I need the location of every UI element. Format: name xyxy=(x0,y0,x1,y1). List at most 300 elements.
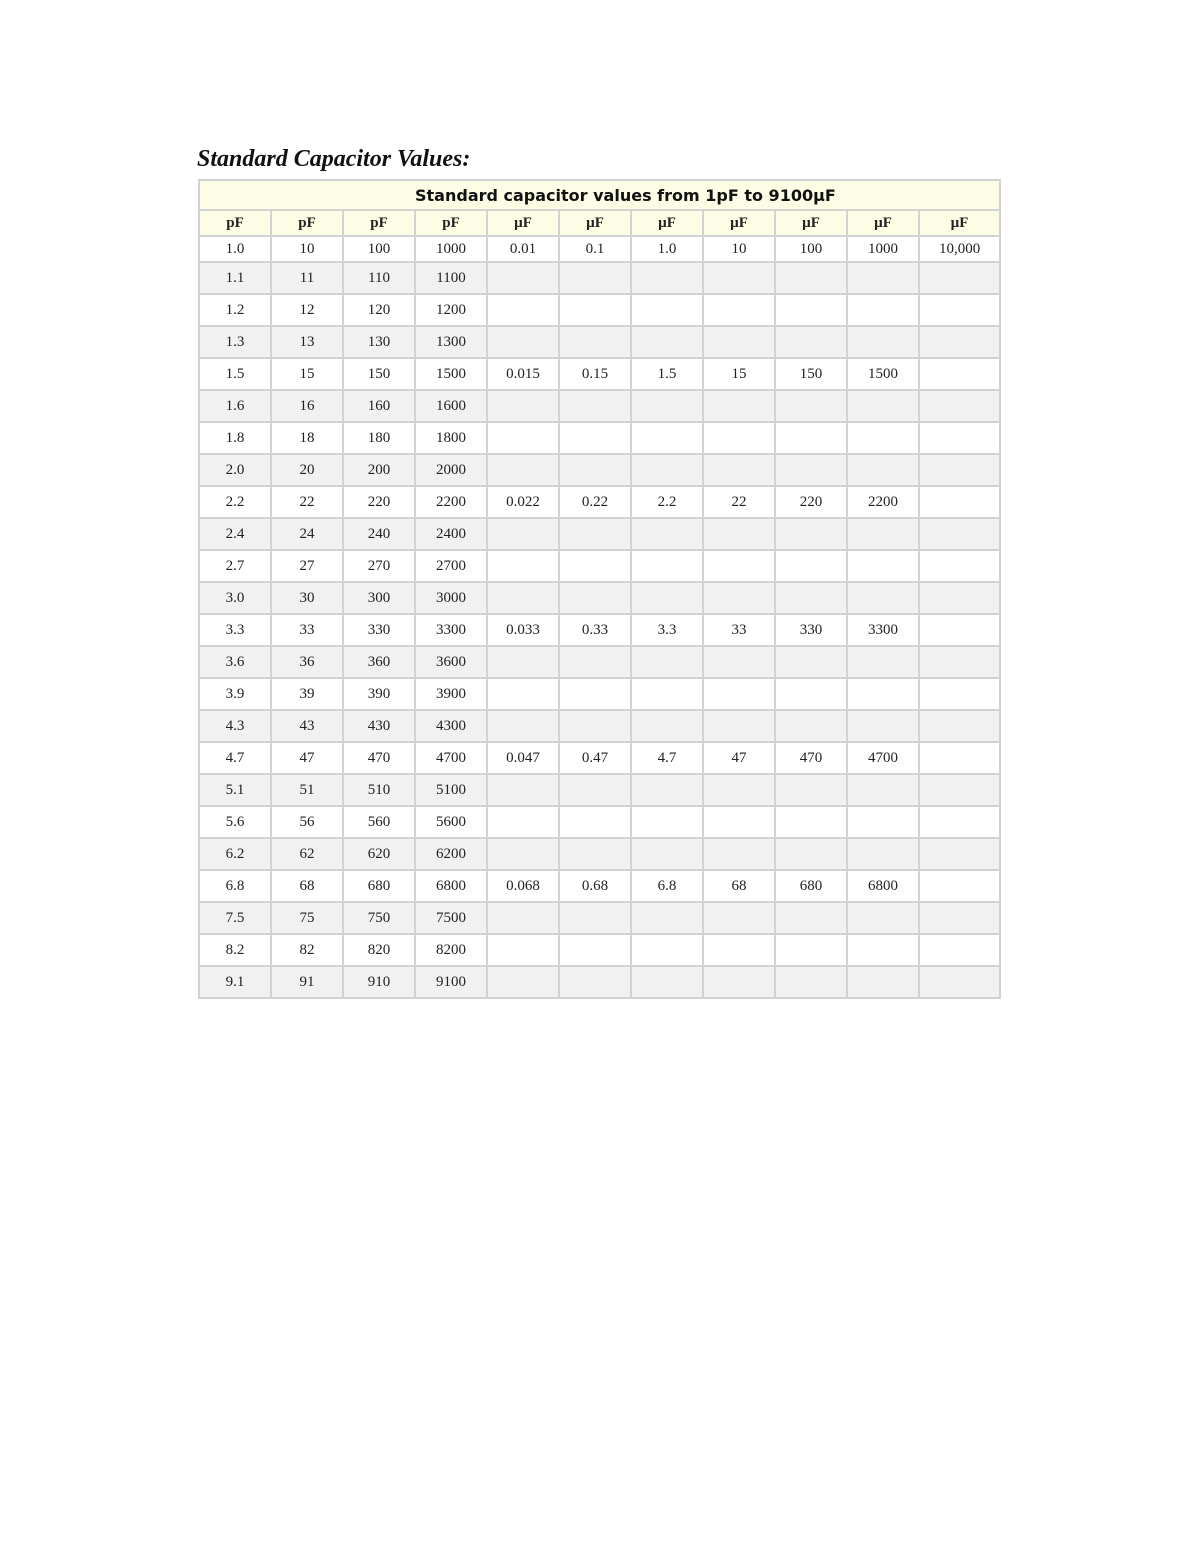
table-cell: 10,000 xyxy=(919,236,1000,262)
unit-header-cell: pF xyxy=(415,210,487,236)
table-cell xyxy=(919,742,1000,774)
unit-header-cell: µF xyxy=(775,210,847,236)
table-row xyxy=(199,710,1000,742)
table-cell: 10 xyxy=(703,236,775,262)
table-cell: 390 xyxy=(343,678,415,710)
table-cell: 2.0 xyxy=(199,454,271,486)
table-cell: 6.2 xyxy=(199,838,271,870)
table-cell: 10 xyxy=(271,236,343,262)
table-row xyxy=(199,236,1000,262)
table-cell: 7500 xyxy=(415,902,487,934)
table-cell: 2.2 xyxy=(199,486,271,518)
table-cell xyxy=(775,326,847,358)
table-cell: 0.1 xyxy=(559,236,631,262)
table-cell: 1600 xyxy=(415,390,487,422)
table-cell xyxy=(631,774,703,806)
table-cell: 240 xyxy=(343,518,415,550)
table-cell: 220 xyxy=(775,486,847,518)
table-cell: 22 xyxy=(703,486,775,518)
table-cell xyxy=(559,966,631,998)
table-row xyxy=(199,326,1000,358)
table-cell: 3.3 xyxy=(631,614,703,646)
table-cell xyxy=(703,550,775,582)
table-cell: 200 xyxy=(343,454,415,486)
table-cell xyxy=(919,358,1000,390)
table-cell: 1.3 xyxy=(199,326,271,358)
table-cell: 2200 xyxy=(415,486,487,518)
table-cell: 620 xyxy=(343,838,415,870)
table-cell xyxy=(487,550,559,582)
table-cell xyxy=(487,678,559,710)
table-cell: 130 xyxy=(343,326,415,358)
table-cell xyxy=(703,966,775,998)
table-cell xyxy=(919,326,1000,358)
table-cell xyxy=(919,422,1000,454)
table-row xyxy=(199,486,1000,518)
table-cell: 1.0 xyxy=(199,236,271,262)
table-cell: 68 xyxy=(703,870,775,902)
table-cell: 51 xyxy=(271,774,343,806)
table-cell: 33 xyxy=(271,614,343,646)
table-cell xyxy=(775,774,847,806)
table-cell xyxy=(703,774,775,806)
table-cell: 3.9 xyxy=(199,678,271,710)
table-cell: 4300 xyxy=(415,710,487,742)
table-cell: 4.7 xyxy=(631,742,703,774)
table-cell xyxy=(487,390,559,422)
unit-header-cell: µF xyxy=(631,210,703,236)
table-cell xyxy=(847,838,919,870)
table-cell xyxy=(847,294,919,326)
table-cell xyxy=(631,838,703,870)
table-cell xyxy=(631,646,703,678)
table-cell xyxy=(487,294,559,326)
table-cell xyxy=(559,294,631,326)
table-cell xyxy=(775,422,847,454)
table-cell xyxy=(703,262,775,294)
table-cell: 160 xyxy=(343,390,415,422)
table-cell xyxy=(847,934,919,966)
table-cell xyxy=(847,326,919,358)
table-cell: 47 xyxy=(271,742,343,774)
table-cell: 24 xyxy=(271,518,343,550)
table-cell: 27 xyxy=(271,550,343,582)
table-cell: 6.8 xyxy=(631,870,703,902)
table-cell xyxy=(703,518,775,550)
table-cell: 3000 xyxy=(415,582,487,614)
table-cell: 4700 xyxy=(415,742,487,774)
table-cell xyxy=(487,902,559,934)
table-cell: 4700 xyxy=(847,742,919,774)
table-row xyxy=(199,966,1000,998)
table-cell xyxy=(847,806,919,838)
table-cell: 1.1 xyxy=(199,262,271,294)
table-cell: 430 xyxy=(343,710,415,742)
table-cell xyxy=(919,486,1000,518)
table-cell xyxy=(631,390,703,422)
table-cell xyxy=(775,934,847,966)
table-cell: 2200 xyxy=(847,486,919,518)
table-row xyxy=(199,742,1000,774)
table-cell xyxy=(775,806,847,838)
table-cell: 11 xyxy=(271,262,343,294)
table-cell: 5.6 xyxy=(199,806,271,838)
table-cell: 300 xyxy=(343,582,415,614)
table-cell xyxy=(631,806,703,838)
table-cell xyxy=(919,390,1000,422)
table-cell: 8200 xyxy=(415,934,487,966)
table-cell: 680 xyxy=(343,870,415,902)
table-cell xyxy=(631,294,703,326)
table-cell: 0.068 xyxy=(487,870,559,902)
table-cell xyxy=(559,838,631,870)
table-cell: 0.01 xyxy=(487,236,559,262)
table-cell: 1000 xyxy=(415,236,487,262)
table-cell: 110 xyxy=(343,262,415,294)
table-cell xyxy=(775,646,847,678)
table-cell: 1.0 xyxy=(631,236,703,262)
table-cell: 4.7 xyxy=(199,742,271,774)
table-cell: 120 xyxy=(343,294,415,326)
table-cell xyxy=(919,262,1000,294)
table-cell xyxy=(559,326,631,358)
table-cell: 3.0 xyxy=(199,582,271,614)
table-cell xyxy=(559,422,631,454)
table-cell xyxy=(919,710,1000,742)
table-cell: 68 xyxy=(271,870,343,902)
table-cell xyxy=(487,838,559,870)
unit-header-cell: µF xyxy=(847,210,919,236)
table-cell: 100 xyxy=(343,236,415,262)
table-cell xyxy=(487,454,559,486)
unit-header-cell: pF xyxy=(343,210,415,236)
table-row xyxy=(199,454,1000,486)
table-cell: 8.2 xyxy=(199,934,271,966)
table-row xyxy=(199,294,1000,326)
table-cell xyxy=(703,902,775,934)
table-cell: 16 xyxy=(271,390,343,422)
table-cell: 150 xyxy=(775,358,847,390)
table-cell xyxy=(559,390,631,422)
table-cell: 1.5 xyxy=(199,358,271,390)
table-cell: 100 xyxy=(775,236,847,262)
table-cell: 560 xyxy=(343,806,415,838)
table-cell xyxy=(559,550,631,582)
table-cell xyxy=(919,614,1000,646)
table-cell xyxy=(919,294,1000,326)
table-cell xyxy=(919,966,1000,998)
table-cell xyxy=(847,774,919,806)
table-cell xyxy=(847,390,919,422)
table-cell: 9100 xyxy=(415,966,487,998)
table-cell xyxy=(919,870,1000,902)
table-cell xyxy=(775,966,847,998)
table-cell xyxy=(487,326,559,358)
table-cell: 47 xyxy=(703,742,775,774)
table-cell: 1500 xyxy=(847,358,919,390)
table-cell xyxy=(775,294,847,326)
table-cell xyxy=(631,454,703,486)
table-body xyxy=(199,236,1000,998)
table-row xyxy=(199,614,1000,646)
table-cell xyxy=(559,710,631,742)
table-cell: 1800 xyxy=(415,422,487,454)
table-cell: 5.1 xyxy=(199,774,271,806)
table-row xyxy=(199,390,1000,422)
unit-header-cell: µF xyxy=(487,210,559,236)
table-cell xyxy=(847,454,919,486)
table-cell xyxy=(487,710,559,742)
table-cell: 82 xyxy=(271,934,343,966)
table-cell xyxy=(487,518,559,550)
unit-header-cell: µF xyxy=(559,210,631,236)
table-cell xyxy=(775,710,847,742)
unit-header-cell: pF xyxy=(271,210,343,236)
table-cell: 0.33 xyxy=(559,614,631,646)
table-cell xyxy=(775,838,847,870)
table-cell: 43 xyxy=(271,710,343,742)
table-cell xyxy=(703,806,775,838)
table-cell: 1200 xyxy=(415,294,487,326)
table-cell xyxy=(631,934,703,966)
table-cell: 2.2 xyxy=(631,486,703,518)
table-cell: 20 xyxy=(271,454,343,486)
table-cell: 75 xyxy=(271,902,343,934)
table-cell: 1500 xyxy=(415,358,487,390)
table-cell xyxy=(631,678,703,710)
table-cell: 56 xyxy=(271,806,343,838)
table-cell: 1.6 xyxy=(199,390,271,422)
table-cell: 470 xyxy=(343,742,415,774)
table-cell xyxy=(559,646,631,678)
table-cell: 270 xyxy=(343,550,415,582)
unit-header-cell: pF xyxy=(199,210,271,236)
table-cell: 5600 xyxy=(415,806,487,838)
table-cell xyxy=(919,550,1000,582)
table-cell: 2400 xyxy=(415,518,487,550)
table-cell: 18 xyxy=(271,422,343,454)
table-cell xyxy=(487,422,559,454)
table-caption: Standard capacitor values from 1pF to 9100µF xyxy=(199,180,1000,210)
table-cell: 0.022 xyxy=(487,486,559,518)
table-cell: 1.5 xyxy=(631,358,703,390)
table-cell xyxy=(847,262,919,294)
table-cell xyxy=(559,582,631,614)
table-cell: 330 xyxy=(343,614,415,646)
table-cell: 3900 xyxy=(415,678,487,710)
table-cell: 4.3 xyxy=(199,710,271,742)
table-cell xyxy=(631,422,703,454)
table-cell xyxy=(487,806,559,838)
table-cell: 0.15 xyxy=(559,358,631,390)
table-cell: 7.5 xyxy=(199,902,271,934)
table-row xyxy=(199,646,1000,678)
table-cell xyxy=(631,262,703,294)
table-cell xyxy=(559,454,631,486)
table-cell xyxy=(487,774,559,806)
table-cell: 680 xyxy=(775,870,847,902)
table-row xyxy=(199,422,1000,454)
table-cell xyxy=(631,550,703,582)
table-cell: 330 xyxy=(775,614,847,646)
table-cell: 220 xyxy=(343,486,415,518)
table-cell: 150 xyxy=(343,358,415,390)
table-cell: 3.6 xyxy=(199,646,271,678)
table-cell: 15 xyxy=(703,358,775,390)
table-cell: 1100 xyxy=(415,262,487,294)
table-cell xyxy=(631,710,703,742)
table-cell xyxy=(631,326,703,358)
table-cell: 470 xyxy=(775,742,847,774)
table-cell xyxy=(703,710,775,742)
table-cell: 30 xyxy=(271,582,343,614)
table-cell: 0.22 xyxy=(559,486,631,518)
table-cell: 15 xyxy=(271,358,343,390)
table-cell: 3300 xyxy=(847,614,919,646)
table-cell: 750 xyxy=(343,902,415,934)
table-cell xyxy=(559,806,631,838)
table-cell xyxy=(703,582,775,614)
table-row xyxy=(199,774,1000,806)
table-cell xyxy=(847,422,919,454)
table-cell: 0.68 xyxy=(559,870,631,902)
table-cell xyxy=(703,294,775,326)
table-cell: 1300 xyxy=(415,326,487,358)
table-cell: 3600 xyxy=(415,646,487,678)
table-row xyxy=(199,934,1000,966)
table-cell: 3300 xyxy=(415,614,487,646)
table-cell xyxy=(847,902,919,934)
table-cell: 3.3 xyxy=(199,614,271,646)
table-cell: 39 xyxy=(271,678,343,710)
table-cell xyxy=(631,582,703,614)
table-cell: 820 xyxy=(343,934,415,966)
table-cell: 2700 xyxy=(415,550,487,582)
table-cell: 0.047 xyxy=(487,742,559,774)
unit-header-row xyxy=(199,210,1000,236)
table-row xyxy=(199,870,1000,902)
table-row xyxy=(199,838,1000,870)
table-cell xyxy=(775,678,847,710)
table-cell xyxy=(775,454,847,486)
table-cell xyxy=(919,902,1000,934)
table-cell xyxy=(919,774,1000,806)
table-cell xyxy=(775,550,847,582)
table-caption-row xyxy=(199,180,1000,210)
table-cell xyxy=(919,934,1000,966)
table-cell xyxy=(919,646,1000,678)
table-cell: 1.2 xyxy=(199,294,271,326)
table-cell xyxy=(703,838,775,870)
table-cell: 6200 xyxy=(415,838,487,870)
unit-header-cell: µF xyxy=(703,210,775,236)
table-cell: 2.7 xyxy=(199,550,271,582)
table-cell xyxy=(703,390,775,422)
table-row xyxy=(199,550,1000,582)
unit-header-cell: µF xyxy=(919,210,1000,236)
table-cell xyxy=(775,390,847,422)
table-cell xyxy=(703,646,775,678)
table-cell: 6800 xyxy=(415,870,487,902)
table-cell: 13 xyxy=(271,326,343,358)
table-row xyxy=(199,582,1000,614)
table-row xyxy=(199,518,1000,550)
table-cell: 22 xyxy=(271,486,343,518)
table-cell: 180 xyxy=(343,422,415,454)
table-cell xyxy=(847,966,919,998)
table-cell xyxy=(559,678,631,710)
table-cell xyxy=(847,582,919,614)
table-cell xyxy=(775,262,847,294)
table-cell xyxy=(919,582,1000,614)
table-cell: 2.4 xyxy=(199,518,271,550)
table-cell: 62 xyxy=(271,838,343,870)
table-cell xyxy=(919,454,1000,486)
table-cell xyxy=(559,262,631,294)
table-cell xyxy=(775,582,847,614)
table-cell xyxy=(847,678,919,710)
table-cell xyxy=(559,774,631,806)
table-cell: 33 xyxy=(703,614,775,646)
table-cell xyxy=(703,422,775,454)
table-row xyxy=(199,678,1000,710)
table-row xyxy=(199,806,1000,838)
table-cell xyxy=(919,806,1000,838)
table-cell: 2000 xyxy=(415,454,487,486)
table-cell xyxy=(919,838,1000,870)
table-row xyxy=(199,262,1000,294)
table-cell xyxy=(631,518,703,550)
table-cell xyxy=(847,710,919,742)
table-cell xyxy=(487,582,559,614)
table-cell: 510 xyxy=(343,774,415,806)
table-cell xyxy=(487,646,559,678)
table-row xyxy=(199,902,1000,934)
table-cell xyxy=(703,454,775,486)
table-cell: 910 xyxy=(343,966,415,998)
table-cell xyxy=(847,646,919,678)
table-cell xyxy=(919,678,1000,710)
table-row xyxy=(199,358,1000,390)
table-cell xyxy=(847,518,919,550)
table-cell: 360 xyxy=(343,646,415,678)
table-cell xyxy=(775,518,847,550)
table-cell xyxy=(559,902,631,934)
table-cell: 5100 xyxy=(415,774,487,806)
table-cell xyxy=(487,934,559,966)
table-cell xyxy=(847,550,919,582)
page-title: Standard Capacitor Values: xyxy=(197,146,471,172)
table-cell: 91 xyxy=(271,966,343,998)
capacitor-values-table xyxy=(198,179,1001,999)
table-cell xyxy=(703,326,775,358)
table-cell xyxy=(487,262,559,294)
table-cell: 0.015 xyxy=(487,358,559,390)
table-cell: 6800 xyxy=(847,870,919,902)
table-cell: 1.8 xyxy=(199,422,271,454)
table-cell xyxy=(703,934,775,966)
table-cell: 0.033 xyxy=(487,614,559,646)
table-cell xyxy=(559,934,631,966)
table-cell xyxy=(703,678,775,710)
table-cell: 6.8 xyxy=(199,870,271,902)
table-cell xyxy=(631,902,703,934)
table-cell: 1000 xyxy=(847,236,919,262)
table-cell: 12 xyxy=(271,294,343,326)
table-cell xyxy=(559,518,631,550)
table-cell xyxy=(631,966,703,998)
table-cell: 36 xyxy=(271,646,343,678)
